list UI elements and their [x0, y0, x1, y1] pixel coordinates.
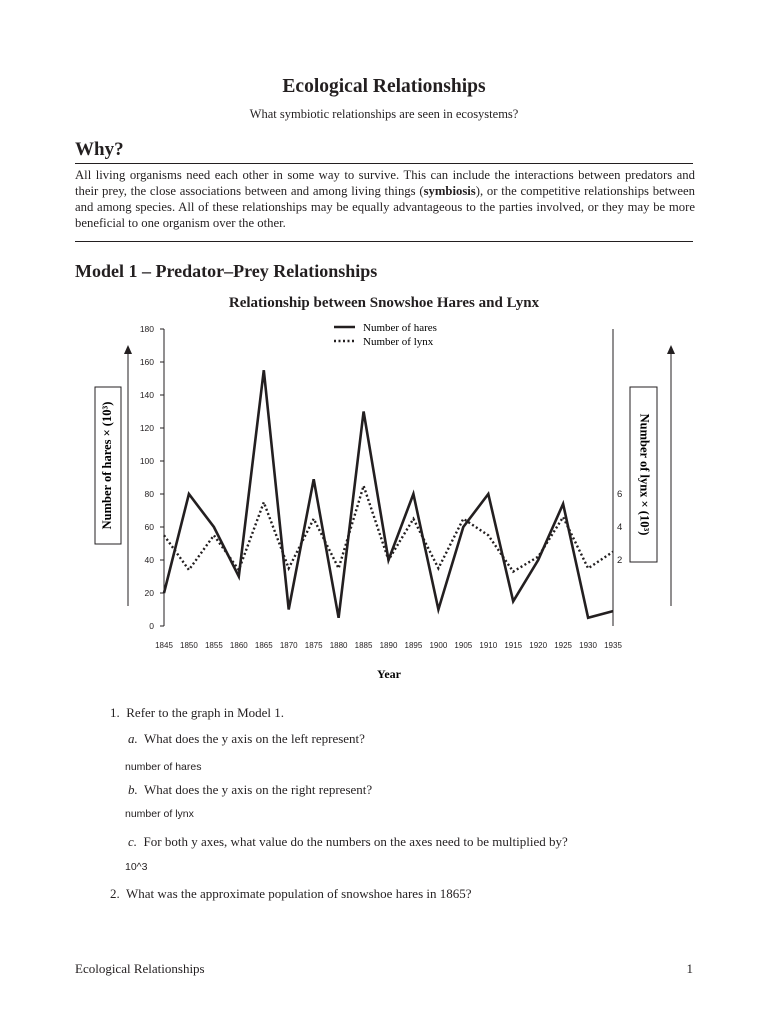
question-1c-text: For both y axes, what value do the numbers on the axes need to be multiplied by? [143, 834, 568, 849]
left-y-tick-label: 100 [139, 456, 154, 466]
x-tick-label: 1905 [454, 641, 473, 650]
left-y-tick-label: 0 [149, 621, 154, 631]
question-2-text: What was the approximate population of snowshoe hares in 1865? [126, 886, 472, 901]
left-y-tick-label: 160 [139, 357, 154, 367]
x-tick-label: 1855 [204, 641, 223, 650]
page-subtitle: What symbiotic relationships are seen in ecosystems? [249, 107, 519, 121]
page-title: Ecological Relationships [282, 76, 486, 97]
question-1c [128, 834, 568, 850]
predator-prey-chart [80, 315, 652, 685]
left-axis-arrow-head [124, 345, 132, 354]
left-y-tick-label: 80 [144, 489, 154, 499]
right-y-axis-label: Number of lynx × (10³) [637, 413, 652, 536]
left-y-tick-label: 20 [144, 588, 154, 598]
chart-title: Relationship between Snowshoe Hares and Lynx [228, 295, 540, 311]
question-1-number: 1. [110, 705, 120, 720]
answer-1b[interactable]: number of lynx [125, 808, 194, 820]
legend-lynx-label: Number of lynx [363, 336, 434, 348]
x-tick-label: 1930 [579, 641, 597, 650]
right-y-tick-label: 6 [617, 489, 623, 500]
x-tick-label: 1880 [329, 641, 348, 650]
left-y-tick-label: 180 [139, 324, 154, 334]
footer-title: Ecological Relationships [75, 961, 205, 976]
question-2 [110, 886, 472, 902]
x-tick-label: 1895 [404, 641, 423, 650]
question-1b-letter: b. [128, 782, 138, 797]
x-tick-label: 1850 [180, 641, 198, 650]
question-1b-text: What does the y axis on the right represent? [144, 782, 373, 797]
question-2-number: 2. [110, 886, 120, 901]
x-tick-label: 1910 [479, 641, 498, 650]
x-tick-label: 1885 [354, 641, 373, 650]
right-y-tick-label: 4 [617, 522, 623, 533]
x-tick-label: 1860 [229, 641, 248, 650]
answer-1c[interactable]: 10^3 [125, 861, 148, 873]
lynx-line [164, 486, 613, 572]
legend-hares-label: Number of hares [363, 322, 437, 334]
right-axis-arrow-head [667, 345, 675, 354]
question-1b [128, 782, 372, 798]
model-heading: Model 1 – Predator–Prey Relationships [75, 261, 378, 281]
x-tick-label: 1915 [504, 641, 523, 650]
why-text-before: All living organisms need each other in some way to survive. This can include the interactions between predators and their prey, the close associations between and among living things ( [75, 168, 695, 198]
x-tick-label: 1920 [529, 641, 548, 650]
question-1c-letter: c. [128, 834, 138, 849]
x-axis-label: Year [377, 667, 401, 681]
left-y-tick-label: 140 [139, 390, 154, 400]
x-tick-label: 1845 [155, 641, 173, 650]
why-bold-term: symbiosis [423, 184, 476, 198]
why-paragraph [75, 167, 695, 231]
question-1a-text: What does the y axis on the left represent? [144, 731, 365, 746]
page-number: 1 [686, 961, 693, 976]
question-1a [128, 731, 365, 747]
right-y-tick-label: 2 [617, 555, 623, 566]
x-tick-label: 1890 [379, 641, 398, 650]
x-tick-label: 1875 [304, 641, 323, 650]
x-tick-label: 1935 [604, 641, 622, 650]
left-y-axis-label: Number of hares × (10³) [99, 401, 114, 530]
left-y-tick-label: 120 [139, 423, 154, 433]
question-1-text: Refer to the graph in Model 1. [126, 705, 285, 720]
left-y-tick-label: 40 [144, 555, 154, 565]
x-tick-label: 1900 [429, 641, 448, 650]
question-1 [110, 705, 284, 721]
x-tick-label: 1865 [254, 641, 273, 650]
question-1a-letter: a. [128, 731, 138, 746]
x-tick-label: 1925 [554, 641, 573, 650]
left-y-tick-label: 60 [144, 522, 154, 532]
x-tick-label: 1870 [279, 641, 298, 650]
hares-line [164, 370, 613, 618]
answer-1a[interactable]: number of hares [125, 761, 202, 773]
why-text-after: ), or the competitive relationships between and among species. All of these relationships may be equally advantageous to the parties involved, or they may be more beneficial to one organism over the other. [75, 184, 695, 230]
divider-top [75, 163, 693, 164]
divider-bottom [75, 241, 693, 242]
why-heading: Why? [75, 139, 124, 160]
